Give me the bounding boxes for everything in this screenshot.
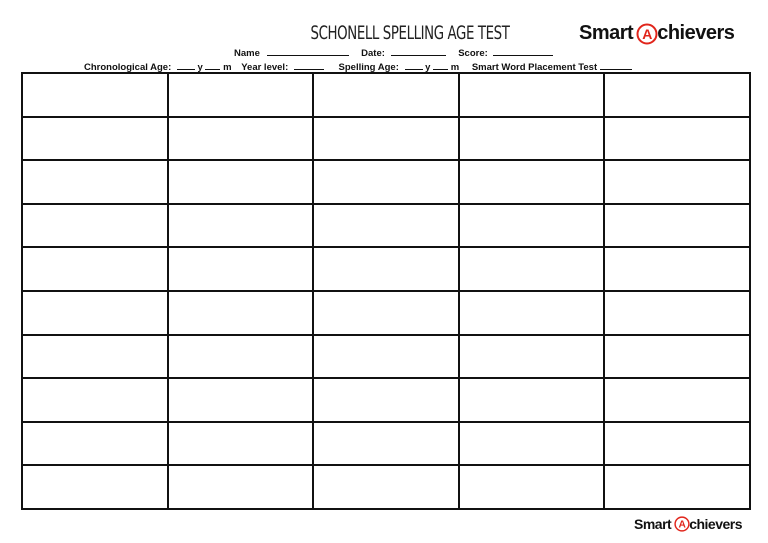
- grid-row: [22, 465, 750, 509]
- year-level-blank[interactable]: [294, 60, 324, 70]
- answer-cell[interactable]: [313, 117, 459, 161]
- answer-cell[interactable]: [22, 73, 168, 117]
- answer-cell[interactable]: [168, 465, 314, 509]
- answer-cell[interactable]: [604, 422, 750, 466]
- logo-a-mark-icon: [636, 23, 658, 45]
- answer-cell[interactable]: [459, 73, 605, 117]
- student-info-row: [234, 46, 553, 59]
- answer-cell[interactable]: [22, 335, 168, 379]
- answer-cell[interactable]: [459, 291, 605, 335]
- answer-cell[interactable]: [22, 465, 168, 509]
- date-label: Date:: [361, 48, 385, 59]
- answer-cell[interactable]: [459, 247, 605, 291]
- answer-cell[interactable]: [313, 291, 459, 335]
- grid-row: [22, 160, 750, 204]
- grid-row: [22, 73, 750, 117]
- chron-age-m-label: m: [223, 62, 232, 73]
- footer-logo-mark-letter: A: [678, 519, 686, 531]
- answer-cell[interactable]: [313, 73, 459, 117]
- answer-cell[interactable]: [22, 378, 168, 422]
- spelling-age-label: Spelling Age:: [338, 62, 399, 73]
- answer-cell[interactable]: [459, 117, 605, 161]
- grid-row: [22, 117, 750, 161]
- footer-logo-word-chievers: chievers: [689, 516, 743, 532]
- footer-brand-logo: [634, 516, 742, 532]
- grid-row: [22, 335, 750, 379]
- chron-age-years-blank[interactable]: [177, 60, 195, 70]
- answer-cell[interactable]: [22, 117, 168, 161]
- placement-test-blank[interactable]: [600, 60, 632, 70]
- answer-cell[interactable]: [22, 291, 168, 335]
- grid-row: [22, 378, 750, 422]
- answer-cell[interactable]: [604, 291, 750, 335]
- spelling-age-m-label: m: [450, 62, 460, 73]
- spelling-age-months-blank[interactable]: [433, 60, 448, 70]
- spelling-age-years-blank[interactable]: [405, 60, 423, 70]
- answer-cell[interactable]: [604, 335, 750, 379]
- answer-cell[interactable]: [604, 73, 750, 117]
- chron-age-months-blank[interactable]: [205, 60, 220, 70]
- answer-cell[interactable]: [22, 247, 168, 291]
- answer-cell[interactable]: [313, 160, 459, 204]
- score-blank[interactable]: [493, 46, 553, 56]
- answer-cell[interactable]: [313, 247, 459, 291]
- answer-cell[interactable]: [313, 465, 459, 509]
- answer-cell[interactable]: [604, 465, 750, 509]
- answer-cell[interactable]: [313, 204, 459, 248]
- spelling-answer-grid: [21, 72, 751, 510]
- answer-cell[interactable]: [168, 160, 314, 204]
- answer-cell[interactable]: [604, 378, 750, 422]
- grid-row: [22, 291, 750, 335]
- placement-test-label: Smart Word Placement Test: [471, 62, 598, 73]
- answer-cell[interactable]: [459, 465, 605, 509]
- answer-cell[interactable]: [459, 204, 605, 248]
- answer-cell[interactable]: [459, 160, 605, 204]
- answer-cell[interactable]: [22, 422, 168, 466]
- grid-row: [22, 422, 750, 466]
- brand-logo: [579, 22, 734, 45]
- answer-cell[interactable]: [168, 335, 314, 379]
- spelling-age-y-label: y: [425, 62, 431, 73]
- date-blank[interactable]: [391, 46, 446, 56]
- score-label: Score:: [458, 48, 488, 59]
- name-label: Name: [234, 48, 260, 59]
- answer-cell[interactable]: [168, 247, 314, 291]
- answer-cell[interactable]: [313, 335, 459, 379]
- answer-cell[interactable]: [168, 117, 314, 161]
- logo-mark-letter: A: [642, 25, 653, 42]
- answer-cell[interactable]: [168, 73, 314, 117]
- answer-cell[interactable]: [168, 378, 314, 422]
- chron-age-label: Chronological Age:: [84, 62, 172, 73]
- logo-word-chievers: chievers: [657, 22, 735, 44]
- footer-logo-a-mark-icon: [674, 516, 690, 532]
- answer-cell[interactable]: [459, 335, 605, 379]
- answer-cell[interactable]: [459, 378, 605, 422]
- answer-cell[interactable]: [168, 422, 314, 466]
- answer-cell[interactable]: [604, 204, 750, 248]
- grid-row: [22, 204, 750, 248]
- page-title: SCHONELL SPELLING AGE TEST: [310, 22, 510, 44]
- logo-word-smart: Smart: [579, 22, 634, 44]
- name-blank[interactable]: [267, 46, 349, 56]
- answer-cell[interactable]: [604, 247, 750, 291]
- answer-cell[interactable]: [459, 422, 605, 466]
- year-level-label: Year level:: [241, 62, 289, 73]
- answer-cell[interactable]: [168, 204, 314, 248]
- chron-age-y-label: y: [197, 62, 203, 73]
- answer-cell[interactable]: [22, 204, 168, 248]
- answer-cell[interactable]: [313, 422, 459, 466]
- answer-cell[interactable]: [604, 117, 750, 161]
- answer-cell[interactable]: [604, 160, 750, 204]
- footer-logo-word-smart: Smart: [634, 516, 672, 532]
- answer-cell[interactable]: [168, 291, 314, 335]
- grid-row: [22, 247, 750, 291]
- answer-cell[interactable]: [313, 378, 459, 422]
- answer-cell[interactable]: [22, 160, 168, 204]
